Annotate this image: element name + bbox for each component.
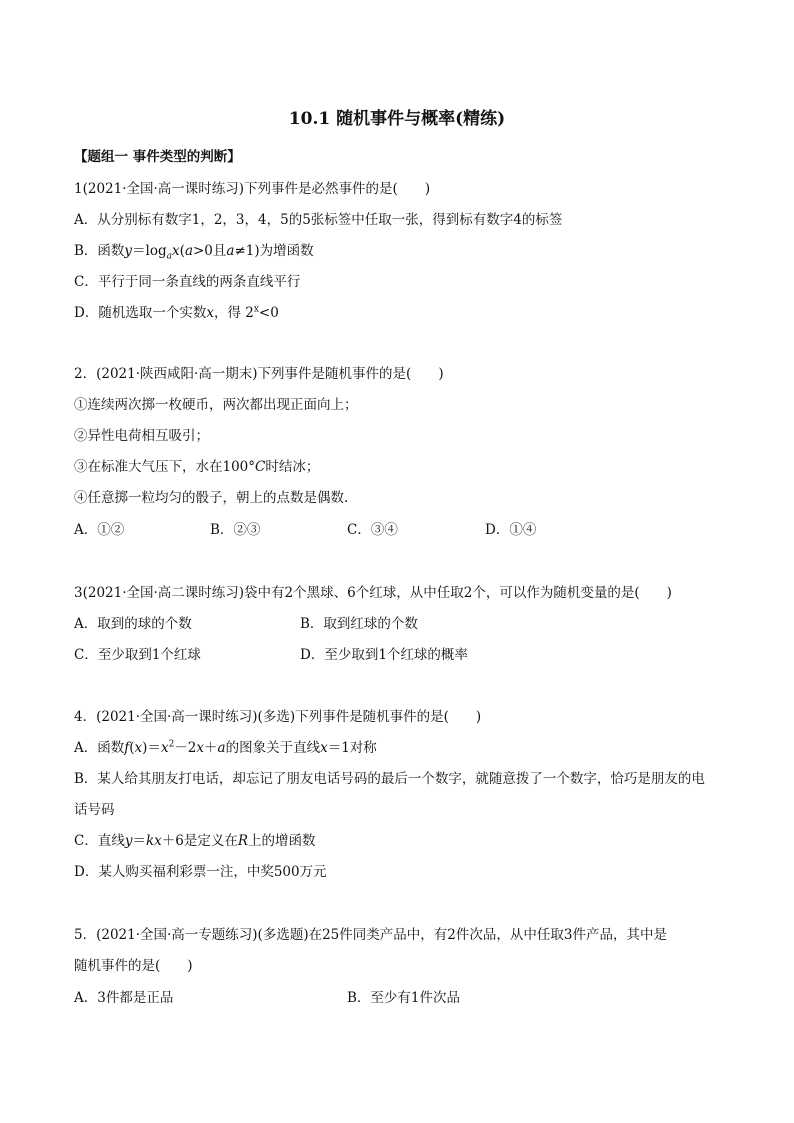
q2-statement-2: ②异性电荷相互吸引； [74, 428, 209, 444]
q5-stem-line2: 随机事件的是( ) [74, 958, 193, 974]
q4-a-minus: －2 [174, 740, 197, 756]
q1-option-d [74, 301, 279, 321]
q4-a-x4: x [320, 740, 328, 756]
q2-statement-1: ①连续两次掷一枚硬币，两次都出现正面向上； [74, 397, 358, 413]
q4-a-pre: A．函数 [74, 740, 125, 756]
q4-c-eq: ＝ [132, 833, 146, 849]
q1-b-paren: ( [179, 243, 185, 259]
q2-statement-3 [74, 455, 319, 475]
q2-stem: 2．(2021·陕西咸阳·高一期末)下列事件是随机事件的是( ) [74, 366, 444, 382]
q2-option-d: D．①④ [485, 522, 537, 538]
q1-d-mid: ，得 2 [213, 305, 254, 321]
q4-option-d: D．某人购买福利彩票一注，中奖500万元 [74, 864, 327, 880]
q4-option-c [74, 829, 316, 849]
q4-option-a [74, 736, 377, 756]
q4-a-x2: x [160, 740, 169, 756]
q1-d-end: <0 [258, 305, 279, 321]
q4-a-plus: ＋ [204, 740, 218, 756]
q4-a-sup: 2 [168, 739, 175, 750]
q4-c-end: 上的增函数 [248, 833, 316, 849]
q1-option-b [74, 239, 314, 262]
q3-option-d: D．至少取到1个红球的概率 [300, 647, 468, 663]
q4-a-f: f [124, 740, 130, 756]
q4-c-mid: ＋6是定义在 [161, 833, 238, 849]
q1-d-x: x [206, 305, 214, 321]
q1-d-pre: D．随机选取一个实数 [74, 305, 207, 321]
q1-b-a1: a [184, 243, 193, 259]
q3-stem: 3(2021·全国·高二课时练习)袋中有2个黑球、6个红球，从中任取2个，可以作为随机变量的是( ) [74, 585, 672, 601]
q4-a-mid: 的图象关于直线 [225, 740, 321, 756]
q1-option-a: A．从分别标有数字1，2，3，4，5的5张标签中任取一张，得到标有数字4的标签 [74, 212, 563, 228]
q2-s3-pre: ③在标准大气压下，水在100° [74, 459, 256, 475]
q1-stem: 1(2021·全国·高一课时练习)下列事件是必然事件的是( ) [74, 181, 431, 197]
q1-b-x: x [172, 243, 180, 259]
q1-b-a2: a [226, 243, 235, 259]
q4-a-end: ＝1对称 [327, 740, 377, 756]
q1-b-ne1: ≠1)为增函数 [234, 243, 314, 259]
q4-a-paren: ( [129, 740, 135, 756]
q2-option-b: B．②③ [210, 522, 261, 538]
q4-option-b-line2: 话号码 [74, 802, 115, 818]
q4-a-x: x [134, 740, 143, 756]
q4-c-kx: kx [145, 833, 162, 849]
q3-option-b: B．取到红球的个数 [300, 616, 418, 632]
page-title: 10.1 随机事件与概率(精练) [288, 109, 506, 129]
q3-option-a: A．取到的球的个数 [74, 616, 192, 632]
q3-option-c: C．至少取到1个红球 [74, 647, 201, 663]
q2-s3-end: 时结冰； [265, 459, 320, 475]
q4-a-eq: )＝ [142, 740, 161, 756]
q4-c-pre: C．直线 [74, 833, 125, 849]
q1-b-pre: B．函数 [74, 243, 125, 259]
q2-option-a: A．①② [74, 522, 125, 538]
q2-option-c: C．③④ [347, 522, 398, 538]
q1-d-sup: x [253, 304, 259, 315]
q2-statement-4: ④任意掷一粒均匀的骰子，朝上的点数是偶数. [74, 490, 349, 506]
q4-a-a: a [217, 740, 226, 756]
q4-option-b-line1: B．某人给其朋友打电话，却忘记了朋友电话号码的最后一个数字，就随意拨了一个数字，恰巧是朋友的电 [74, 771, 705, 787]
q1-option-c: C．平行于同一条直线的两条直线平行 [74, 274, 301, 290]
q4-c-r: R [237, 833, 249, 849]
q4-stem: 4．(2021·全国·高一课时练习)(多选)下列事件是随机事件的是( ) [74, 709, 482, 725]
q5-stem-line1: 5．(2021·全国·高一专题练习)(多选题)在25件同类产品中，有2件次品，从中任取3件产品，其中是 [74, 927, 667, 943]
q1-b-sub: a [166, 251, 173, 262]
q2-s3-c: C [255, 459, 266, 475]
q1-b-y: y [124, 243, 133, 259]
q1-b-gt0: >0且 [193, 243, 227, 259]
section-heading: 【题组一 事件类型的判断】 [74, 149, 241, 165]
q4-c-y: y [124, 833, 133, 849]
q5-option-a: A．3件都是正品 [74, 990, 174, 1006]
q1-b-eq: ＝log [132, 243, 167, 259]
q5-option-b: B．至少有1件次品 [347, 990, 461, 1006]
q4-a-x3: x [196, 740, 205, 756]
